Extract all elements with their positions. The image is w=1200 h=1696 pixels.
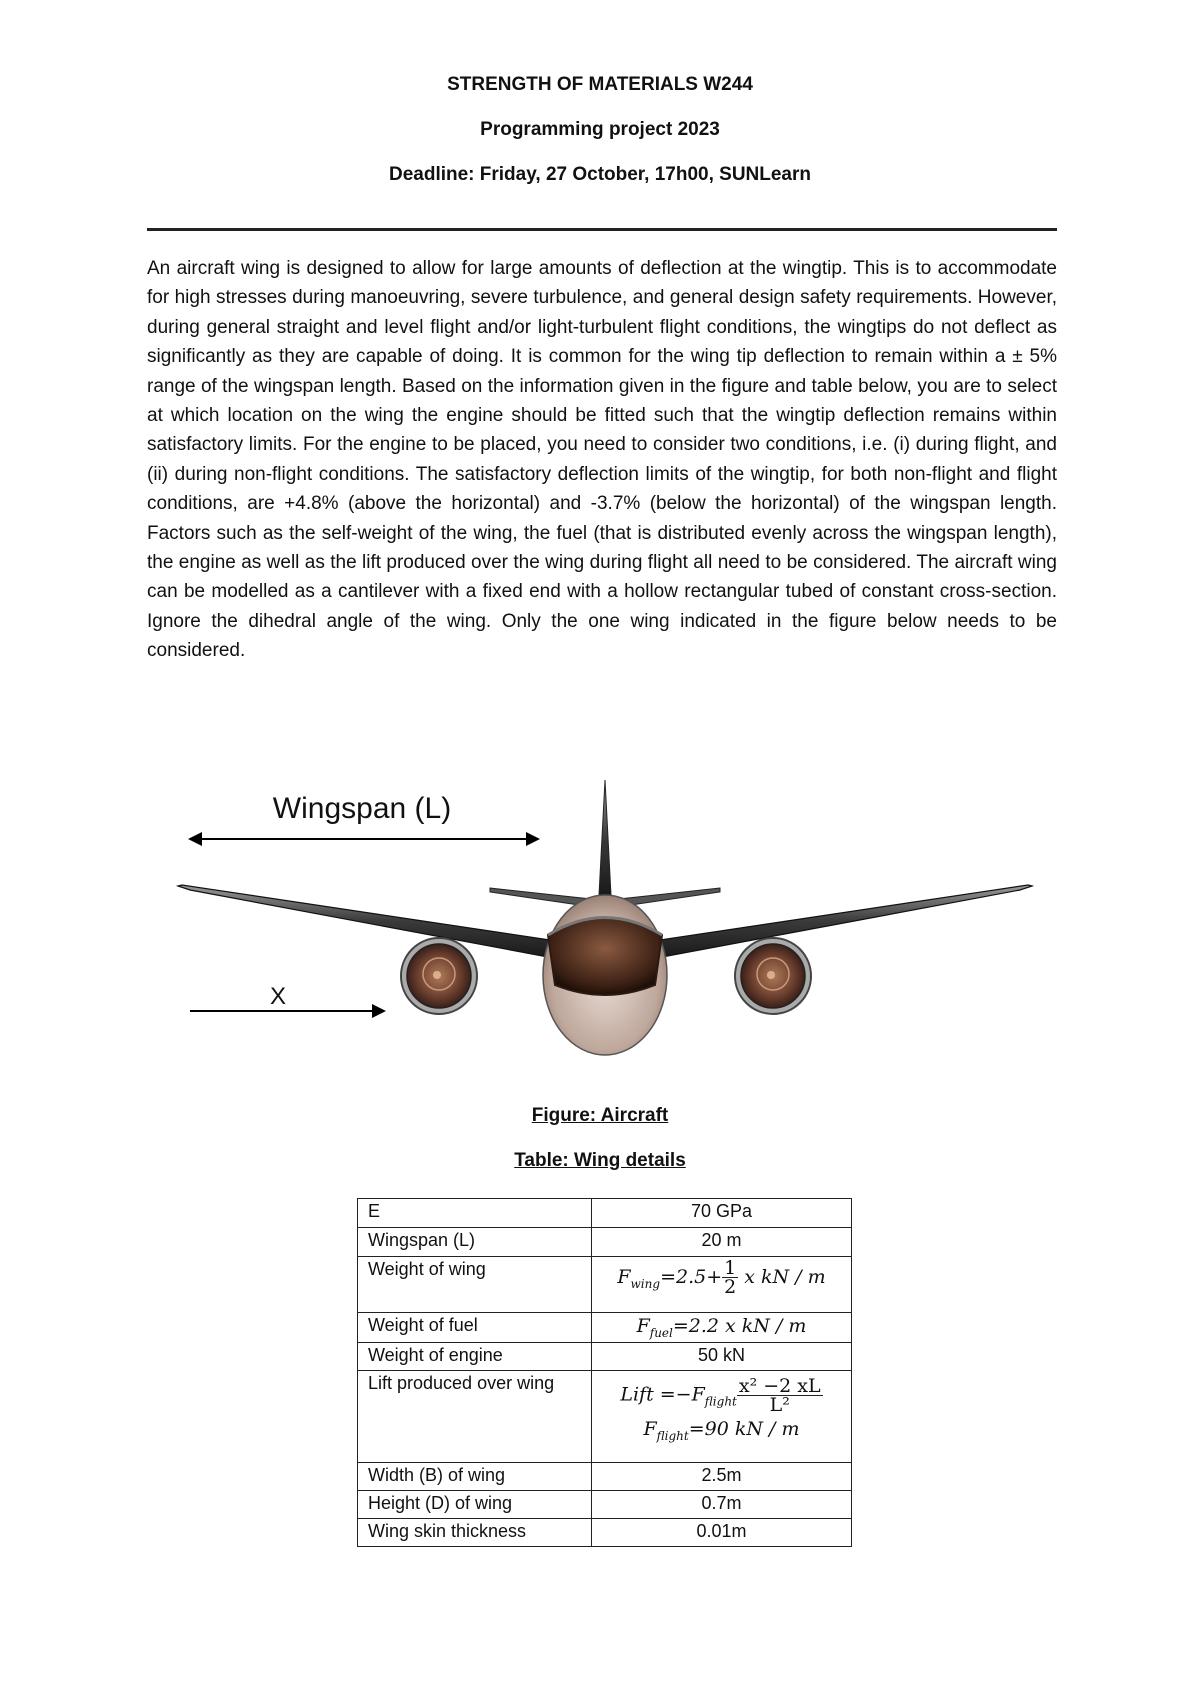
wing-details-table [357, 1198, 852, 1547]
left-wing [178, 885, 550, 957]
table-row [358, 1463, 852, 1491]
course-title: STRENGTH OF MATERIALS W244 [447, 74, 753, 95]
row-formula: $F_{wing}=2.5+$ $\frac{1}{2}$ x kN / m [592, 1257, 852, 1313]
row-value: 2.5m [592, 1463, 852, 1491]
wingspan-label: Wingspan (L) [272, 792, 452, 825]
row-value: 0.01m [592, 1519, 852, 1547]
row-label: Weight of engine [358, 1343, 592, 1371]
table-row [358, 1519, 852, 1547]
row-label: Weight of fuel [358, 1313, 592, 1343]
table-row [358, 1257, 852, 1313]
project-title: Programming project 2023 [480, 119, 720, 140]
deadline: Deadline: Friday, 27 October, 17h00, SUNLearn [388, 164, 812, 185]
row-label: E [358, 1199, 592, 1228]
aircraft-figure [0, 760, 1200, 1060]
table-row [358, 1343, 852, 1371]
fuselage-front [548, 918, 662, 996]
row-label: Wingspan (L) [358, 1228, 592, 1257]
figure-caption: Figure: Aircraft [531, 1105, 669, 1126]
row-label: Height (D) of wing [358, 1491, 592, 1519]
table-row [358, 1313, 852, 1343]
table-row [358, 1491, 852, 1519]
table-row [358, 1199, 852, 1228]
row-formula: Lift $=-F_{flight}$ $\frac{\text{x² −2 xL}}{\text{L²}}$ $F_{flight}=90$ kN / m [592, 1371, 852, 1463]
row-label: Width (B) of wing [358, 1463, 592, 1491]
right-wing [660, 885, 1032, 957]
right-engine [735, 938, 811, 1014]
left-engine [401, 938, 477, 1014]
table-row [358, 1371, 852, 1463]
row-value: 70 GPa [592, 1199, 852, 1228]
row-label: Weight of wing [358, 1257, 592, 1313]
row-value: 50 kN [592, 1343, 852, 1371]
wingspan-arrow [188, 832, 540, 846]
horizontal-rule [147, 228, 1057, 231]
row-label: Wing skin thickness [358, 1519, 592, 1547]
table-row [358, 1228, 852, 1257]
row-value: 20 m [592, 1228, 852, 1257]
row-value: 0.7m [592, 1491, 852, 1519]
row-formula: $F_{fuel}=2.2$ x kN / m [592, 1313, 852, 1343]
table-caption: Table: Wing details [514, 1150, 686, 1171]
row-label: Lift produced over wing [358, 1371, 592, 1463]
problem-description: An aircraft wing is designed to allow for large amounts of deflection at the wingtip. This is to accommodate for high stresses during manoeuvring, severe turbulence, and general design safety requirements. However, during general straight and level flight and/or light-turbulent flight conditions, the wingtips do not deflect as significantly as they are capable of doing. It is common for the wing tip deflection to remain within a ± 5% range of the wingspan length. Based on the information given in the figure and table below, you are to select at which location on the wing the engine should be fitted such that the wingtip deflection remains within satisfactory limits. For the engine to be placed, you need to consider two conditions, i.e. (i) during flight, and (ii) during non-flight conditions. The satisfactory deflection limits of the wingtip, for both non-flight and flight conditions, are +4.8% (above the horizontal) and -3.7% (below the horizontal) of the wingspan length. Factors such as the self-weight of the wing, the fuel (that is distributed evenly across the wingspan length), the engine as well as the lift produced over the wing during flight all need to be considered. The aircraft wing can be modelled as a cantilever with a fixed end with a hollow rectangular tubed of constant cross-section. Ignore the dihedral angle of the wing. Only the one wing indicated in the figure below needs to be considered. [147, 258, 1057, 662]
x-position-arrow [190, 1004, 386, 1018]
tail-fin [599, 780, 611, 895]
x-label: X [269, 983, 287, 1010]
